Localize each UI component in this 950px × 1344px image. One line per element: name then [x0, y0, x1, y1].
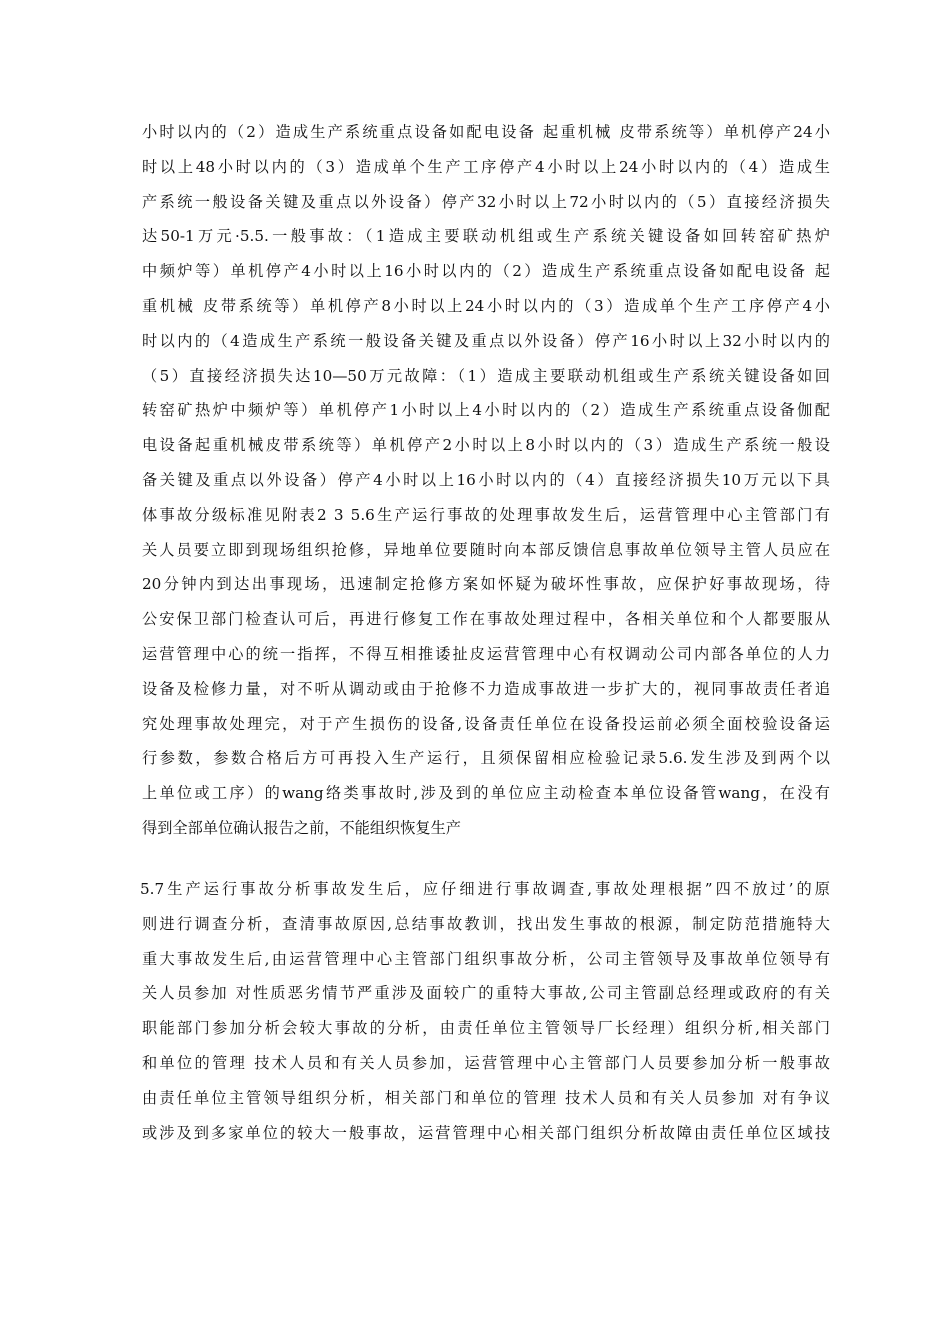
text-line: 5.7生产运行事故分析事故发生后，应仔细进行事故调查,事故处理根据”四不放过’的原	[140, 880, 830, 898]
body-paragraph-1	[142, 115, 830, 846]
text-line: 由责任单位主管领导组织分析，相关部门和单位的管理 技术人员和有关人员参加 对有争议	[142, 1088, 830, 1107]
text-line: 公安保卫部门检查认可后，再进行修复工作在事故处理过程中，各相关单位和个人都要服从	[142, 610, 830, 629]
body-paragraph-2	[142, 872, 830, 1150]
text-line: 20分钟内到达出事现场，迅速制定抢修方案如怀疑为破坏性事故，应保护好事故现场，待	[142, 575, 830, 594]
text-line: 产系统一般设备关键及重点以外设备）停产32小时以上72小时以内的（5）直接经济损失	[142, 192, 830, 211]
text-line: 或涉及到多家单位的较大一般事故，运营管理中心相关部门组织分析故障由责任单位区域技	[142, 1123, 830, 1142]
text-line: 究处理事故处理完，对于产生损伤的设备,设备责任单位在设备投运前必须全面校验设备运	[142, 714, 830, 733]
text-line: 则进行调查分析，查清事故原因,总结事故教训，找出发生事故的根源，制定防范措施特大	[142, 914, 830, 933]
text-line: 设备及检修力量，对不听从调动或由于抢修不力造成事故进一步扩大的，视同事故责任者追	[142, 679, 830, 698]
text-line: 职能部门参加分析会较大事故的分析，由责任单位主管领导厂长经理）组织分析,相关部门	[142, 1019, 830, 1038]
text-line: 运营管理中心的统一指挥，不得互相推诿扯皮运营管理中心有权调动公司内部各单位的人力	[142, 644, 830, 663]
text-line: 上单位或工序）的wang络类事故时,涉及到的单位应主动检查本单位设备管wang，在没有	[142, 784, 830, 803]
text-line: 得到全部单位确认报告之前，不能组织恢复生产	[142, 818, 461, 837]
text-line: 关人员要立即到现场组织抢修，异地单位要随时向本部反馈信息事故单位领导主管人员应在	[142, 540, 830, 559]
text-line: 中频炉等）单机停产4小时以上16小时以内的（2）造成生产系统重点设备如配电设备 起	[142, 262, 830, 281]
text-line: 关人员参加 对性质恶劣情节严重涉及面较广的重特大事故,公司主管副总经理或政府的有关	[142, 984, 830, 1003]
text-line: 体事故分级标准见附表2 3 5.6生产运行事故的处理事故发生后，运营管理中心主管部门有	[142, 505, 830, 524]
text-line: 时以上48小时以内的（3）造成单个生产工序停产4小时以上24小时以内的（4）造成生	[142, 157, 830, 176]
text-line: 备关键及重点以外设备）停产4小时以上16小时以内的（4）直接经济损失10万元以下具	[142, 470, 830, 489]
text-line: 和单位的管理 技术人员和有关人员参加，运营管理中心主管部门人员要参加分析一般事故	[142, 1053, 830, 1072]
text-line: 重大事故发生后,由运营管理中心主管部门组织事故分析，公司主管领导及事故单位领导有	[142, 949, 830, 968]
text-line: 行参数，参数合格后方可再投入生产运行，且须保留相应检验记录5.6.发生涉及到两个以	[142, 749, 830, 768]
text-line: 电设备起重机械皮带系统等）单机停产2小时以上8小时以内的（3）造成生产系统一般设	[142, 436, 830, 455]
text-line: 时以内的（4造成生产系统一般设备关键及重点以外设备）停产16小时以上32小时以内的	[142, 331, 830, 350]
text-line: （5）直接经济损失达10—50万元故障：（1）造成主要联动机组或生产系统关键设备如回	[142, 366, 830, 385]
text-line: 转窑矿热炉中频炉等）单机停产1小时以上4小时以内的（2）造成生产系统重点设备伽配	[142, 401, 830, 420]
text-line: 小时以内的（2）造成生产系统重点设备如配电设备 起重机械 皮带系统等）单机停产24小	[142, 123, 830, 141]
text-line: 达50-1万元·5.5.一般事故：（1造成主要联动机组或生产系统关键设备如回转窑矿热炉	[142, 227, 830, 246]
text-line: 重机械 皮带系统等）单机停产8小时以上24小时以内的（3）造成单个生产工序停产4小	[142, 296, 830, 315]
